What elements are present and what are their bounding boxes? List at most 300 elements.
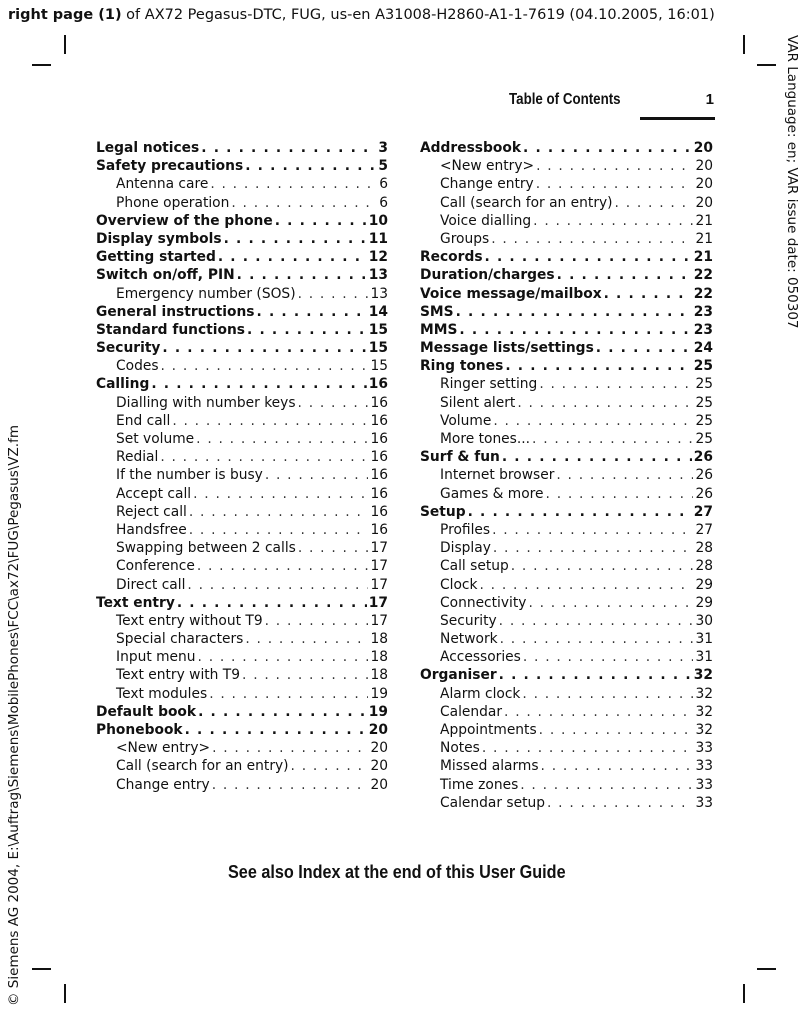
toc-entry-page: 16 xyxy=(370,467,388,484)
toc-leader-dots xyxy=(231,194,377,212)
toc-entry-page: 29 xyxy=(695,594,713,611)
toc-leader-dots xyxy=(504,703,693,721)
toc-entry-page: 22 xyxy=(693,267,713,284)
toc-leader-dots xyxy=(210,175,377,193)
toc-entry-title: General instructions xyxy=(96,303,255,320)
toc-entry-title: Phonebook xyxy=(96,722,183,738)
toc-leader-dots xyxy=(493,412,693,430)
toc-entry-page: 15 xyxy=(368,340,388,357)
toc-entry[interactable] xyxy=(96,321,388,339)
toc-entry-title: Addressbook xyxy=(420,140,522,156)
toc-entry-page: 23 xyxy=(693,321,713,338)
toc-entry-title: Records xyxy=(420,249,483,266)
toc-entry-page: 16 xyxy=(370,394,388,411)
toc-entry-title: Accept call xyxy=(116,485,192,502)
toc-entry-page: 21 xyxy=(695,212,713,229)
toc-leader-dots xyxy=(499,666,692,684)
toc-entry-page: 10 xyxy=(368,212,388,229)
toc-leader-dots xyxy=(224,230,367,248)
crop-mark-bottom-right-h xyxy=(757,968,776,970)
toc-entry-title: Phone operation xyxy=(116,194,230,211)
crop-mark-top-left xyxy=(64,35,66,54)
toc-entry-title: Redial xyxy=(116,449,159,466)
toc-leader-dots xyxy=(536,157,693,175)
print-header-bold: right page (1) xyxy=(8,7,122,23)
toc-entry[interactable] xyxy=(420,557,713,575)
toc-entry-page: 31 xyxy=(695,649,713,666)
toc-entry-title: <New entry> xyxy=(440,158,535,175)
toc-leader-dots xyxy=(245,630,368,648)
toc-entry-page: 20 xyxy=(370,740,388,757)
toc-leader-dots xyxy=(151,375,366,393)
toc-entry[interactable] xyxy=(96,539,388,557)
toc-entry[interactable] xyxy=(420,248,713,266)
toc-entry[interactable] xyxy=(420,794,713,812)
toc-entry-page: 22 xyxy=(693,285,713,302)
toc-entry-page: 16 xyxy=(370,449,388,466)
toc-entry[interactable] xyxy=(96,576,388,594)
toc-entry-page: 21 xyxy=(695,230,713,247)
toc-entry[interactable] xyxy=(96,248,388,266)
toc-entry-title: Text entry xyxy=(96,594,175,611)
toc-entry-page: 13 xyxy=(370,285,388,302)
toc-entry[interactable] xyxy=(420,285,713,303)
toc-leader-dots xyxy=(541,757,694,775)
toc-entry[interactable] xyxy=(420,648,713,666)
toc-leader-dots xyxy=(197,557,369,575)
toc-entry-title: Conference xyxy=(116,558,195,575)
toc-entry-title: Call (search for an entry) xyxy=(440,194,613,211)
toc-entry-page: 32 xyxy=(695,703,713,720)
toc-entry[interactable] xyxy=(96,357,388,375)
toc-entry-page: 33 xyxy=(695,758,713,775)
toc-entry-title: Call (search for an entry) xyxy=(116,758,289,775)
toc-entry-page: 26 xyxy=(693,449,713,466)
toc-entry[interactable] xyxy=(420,212,713,230)
toc-entry-title: Legal notices xyxy=(96,140,200,156)
toc-entry-page: 33 xyxy=(695,776,713,793)
toc-leader-dots xyxy=(265,466,369,484)
toc-entry-title: Time zones xyxy=(440,776,519,793)
toc-leader-dots xyxy=(189,503,369,521)
crop-mark-bottom-left-h xyxy=(32,968,51,970)
toc-entry-title: If the number is busy xyxy=(116,467,263,484)
toc-entry-page: 33 xyxy=(695,794,713,811)
toc-entry[interactable] xyxy=(96,612,388,630)
toc-entry-title: Emergency number (SOS) xyxy=(116,285,296,302)
toc-leader-dots xyxy=(212,776,369,794)
toc-leader-dots xyxy=(242,666,368,684)
toc-entry-title: Voice dialling xyxy=(440,212,532,229)
toc-entry[interactable] xyxy=(420,576,713,594)
toc-entry-page: 24 xyxy=(693,340,713,357)
toc-entry[interactable] xyxy=(96,703,388,721)
header-rule xyxy=(640,117,715,120)
toc-entry-page: 27 xyxy=(695,521,713,538)
print-header-line xyxy=(8,7,798,23)
toc-entry[interactable] xyxy=(96,212,388,230)
toc-entry[interactable] xyxy=(96,303,388,321)
toc-entry-page: 31 xyxy=(695,631,713,648)
toc-entry[interactable] xyxy=(96,230,388,248)
toc-entry[interactable] xyxy=(96,448,388,466)
toc-entry[interactable] xyxy=(96,175,388,193)
toc-entry[interactable] xyxy=(96,430,388,448)
toc-entry-title: Alarm clock xyxy=(440,685,521,702)
toc-leader-dots xyxy=(482,739,694,757)
toc-entry[interactable] xyxy=(420,612,713,630)
toc-leader-dots xyxy=(257,303,367,321)
toc-entry[interactable] xyxy=(96,721,388,739)
toc-leader-dots xyxy=(532,430,693,448)
toc-entry[interactable] xyxy=(420,757,713,775)
toc-entry[interactable] xyxy=(420,357,713,375)
toc-entry[interactable] xyxy=(420,175,713,193)
toc-entry-page: 17 xyxy=(370,612,388,629)
toc-entry[interactable] xyxy=(420,630,713,648)
toc-leader-dots xyxy=(247,321,367,339)
toc-entry[interactable] xyxy=(96,594,388,612)
toc-entry[interactable] xyxy=(96,503,388,521)
toc-entry-page: 33 xyxy=(695,740,713,757)
toc-leader-dots xyxy=(160,448,368,466)
toc-entry[interactable] xyxy=(420,703,713,721)
toc-entry[interactable] xyxy=(420,394,713,412)
toc-entry[interactable] xyxy=(420,321,713,339)
toc-leader-dots xyxy=(193,485,368,503)
toc-entry[interactable] xyxy=(96,521,388,539)
toc-entry[interactable] xyxy=(96,776,388,794)
toc-leader-dots xyxy=(245,157,376,175)
toc-entry-page: 16 xyxy=(370,412,388,429)
toc-entry-title: Message lists/settings xyxy=(420,340,594,357)
toc-entry[interactable] xyxy=(420,539,713,557)
toc-entry-title: Setup xyxy=(420,503,466,520)
toc-entry-page: 25 xyxy=(695,431,713,447)
toc-entry-title: Profiles xyxy=(440,521,491,538)
toc-entry[interactable] xyxy=(420,375,713,393)
toc-entry-title: SMS xyxy=(420,303,454,320)
toc-entry-title: Direct call xyxy=(116,576,186,593)
toc-entry[interactable] xyxy=(96,630,388,648)
toc-entry-page: 14 xyxy=(368,303,388,320)
toc-entry-page: 19 xyxy=(370,685,388,702)
toc-entry-title: Switch on/off, PIN xyxy=(96,267,235,284)
toc-entry[interactable] xyxy=(420,430,713,448)
toc-entry-title: Voice message/mailbox xyxy=(420,285,602,302)
toc-leader-dots xyxy=(517,394,693,412)
toc-entry-title: MMS xyxy=(420,321,458,338)
toc-entry-title: Change entry xyxy=(440,176,534,193)
toc-entry-page: 18 xyxy=(370,649,388,666)
toc-leader-dots xyxy=(161,357,369,375)
toc-entry-page: 30 xyxy=(695,612,713,629)
toc-entry[interactable] xyxy=(420,448,713,466)
toc-entry[interactable] xyxy=(420,412,713,430)
toc-entry[interactable] xyxy=(96,266,388,284)
toc-entry-page: 20 xyxy=(370,776,388,793)
toc-leader-dots xyxy=(615,194,694,212)
toc-leader-dots xyxy=(500,630,694,648)
toc-leader-dots xyxy=(502,448,692,466)
toc-entry-page: 32 xyxy=(695,722,713,738)
toc-entry-page: 20 xyxy=(695,176,713,193)
toc-entry-title: Volume xyxy=(440,412,492,429)
toc-entry[interactable] xyxy=(420,157,713,175)
toc-entry-title: Games & more xyxy=(440,485,544,502)
toc-entry-title: Change entry xyxy=(116,776,210,793)
toc-entry-title: Duration/charges xyxy=(420,267,555,284)
toc-entry-page: 25 xyxy=(693,358,713,375)
toc-entry[interactable] xyxy=(96,666,388,684)
side-text-right: VAR Language: en; VAR issue date: 050307 xyxy=(784,35,800,329)
toc-entry-page: 16 xyxy=(370,521,388,538)
toc-leader-dots xyxy=(187,576,368,594)
toc-entry-title: Network xyxy=(440,631,498,648)
toc-entry-page: 11 xyxy=(368,230,388,247)
toc-entry-title: Special characters xyxy=(116,631,244,648)
toc-entry[interactable] xyxy=(420,739,713,757)
toc-entry-title: Handsfree xyxy=(116,521,187,538)
toc-leader-dots xyxy=(499,612,694,630)
toc-leader-dots xyxy=(505,357,691,375)
toc-entry-title: Swapping between 2 calls xyxy=(116,540,296,557)
toc-entry-page: 28 xyxy=(695,540,713,557)
toc-entry-page: 16 xyxy=(370,503,388,520)
toc-entry-page: 18 xyxy=(370,631,388,648)
toc-entry[interactable] xyxy=(96,157,388,175)
toc-leader-dots xyxy=(198,703,367,721)
toc-entry[interactable] xyxy=(96,394,388,412)
page-title: Table of Contents xyxy=(509,91,621,108)
toc-entry-page: 18 xyxy=(370,667,388,684)
toc-leader-dots xyxy=(557,266,692,284)
toc-entry-title: Call setup xyxy=(440,558,509,575)
side-text-left: © Siemens AG 2004, E:\Auftrag\Siemens\MobilePhones\FCC\ax72\FUG\Pegasus\VZ.fm xyxy=(6,425,22,1006)
toc-entry-title: Ringer setting xyxy=(440,376,538,393)
crop-mark-bottom-right xyxy=(743,984,745,1003)
toc-entry[interactable] xyxy=(420,485,713,503)
toc-leader-dots xyxy=(485,248,692,266)
toc-leader-dots xyxy=(298,285,369,303)
toc-leader-dots xyxy=(298,394,369,412)
toc-entry-title: Silent alert xyxy=(440,394,516,411)
toc-entry-title: Groups xyxy=(440,230,490,247)
toc-entry-page: 13 xyxy=(368,267,388,284)
toc-entry-page: 16 xyxy=(370,485,388,502)
toc-leader-dots xyxy=(291,757,369,775)
toc-entry-page: 17 xyxy=(370,576,388,593)
toc-leader-dots xyxy=(536,175,694,193)
toc-leader-dots xyxy=(479,576,693,594)
toc-entry-page: 16 xyxy=(368,376,388,393)
toc-entry-title: Internet browser xyxy=(440,467,555,484)
toc-leader-dots xyxy=(596,339,692,357)
toc-entry-title: Text entry with T9 xyxy=(116,667,241,684)
toc-leader-dots xyxy=(198,648,369,666)
toc-entry[interactable] xyxy=(420,776,713,794)
crop-mark-top-right-h xyxy=(757,64,776,66)
toc-leader-dots xyxy=(172,412,368,430)
toc-entry[interactable] xyxy=(96,375,388,393)
toc-leader-dots xyxy=(237,266,367,284)
toc-entry-title: Text modules xyxy=(116,685,208,702)
toc-entry-title: Set volume xyxy=(116,431,195,447)
toc-leader-dots xyxy=(556,466,693,484)
toc-entry[interactable] xyxy=(420,339,713,357)
page-number: 1 xyxy=(705,91,714,108)
toc-entry-page: 6 xyxy=(379,176,388,193)
toc-entry-page: 3 xyxy=(378,140,388,156)
toc-leader-dots xyxy=(604,285,692,303)
toc-leader-dots xyxy=(522,685,693,703)
toc-entry[interactable] xyxy=(96,412,388,430)
toc-entry-page: 23 xyxy=(693,303,713,320)
toc-leader-dots xyxy=(539,721,694,739)
toc-entry[interactable] xyxy=(420,466,713,484)
toc-entry-page: 5 xyxy=(378,158,388,175)
toc-entry-title: Security xyxy=(440,612,497,629)
toc-entry[interactable] xyxy=(96,557,388,575)
toc-entry-page: 17 xyxy=(368,594,388,611)
toc-entry[interactable] xyxy=(420,721,713,739)
toc-entry-page: 6 xyxy=(379,194,388,211)
toc-entry-page: 29 xyxy=(695,576,713,593)
toc-entry-page: 25 xyxy=(695,394,713,411)
toc-entry-page: 20 xyxy=(693,140,713,156)
toc-entry-page: 32 xyxy=(695,685,713,702)
toc-entry-page: 20 xyxy=(370,758,388,775)
toc-entry-title: Input menu xyxy=(116,649,196,666)
toc-leader-dots xyxy=(456,303,692,321)
toc-entry-title: Connectivity xyxy=(440,594,527,611)
toc-entry-title: Calling xyxy=(96,376,150,393)
toc-entry[interactable] xyxy=(420,594,713,612)
toc-leader-dots xyxy=(523,648,694,666)
toc-entry-page: 12 xyxy=(368,249,388,266)
toc-entry-page: 19 xyxy=(368,703,388,720)
toc-entry[interactable] xyxy=(420,266,713,284)
toc-leader-dots xyxy=(547,794,693,812)
toc-entry-title: <New entry> xyxy=(116,740,211,757)
crop-mark-top-right xyxy=(743,35,745,54)
toc-entry-title: Display xyxy=(440,540,491,557)
toc-entry-page: 16 xyxy=(370,431,388,447)
toc-entry[interactable] xyxy=(420,230,713,248)
toc-leader-dots xyxy=(298,539,369,557)
toc-entry-title: Default book xyxy=(96,703,197,720)
toc-entry-page: 20 xyxy=(695,158,713,175)
toc-entry[interactable] xyxy=(420,503,713,521)
toc-leader-dots xyxy=(491,230,693,248)
toc-entry-title: More tones... xyxy=(440,431,531,447)
toc-entry-title: Overview of the phone xyxy=(96,212,273,229)
toc-entry[interactable] xyxy=(96,485,388,503)
toc-entry[interactable] xyxy=(420,666,713,684)
toc-entry-title: Dialling with number keys xyxy=(116,394,296,411)
toc-entry-title: Notes xyxy=(440,740,480,757)
toc-entry-page: 25 xyxy=(695,376,713,393)
toc-leader-dots xyxy=(177,594,367,612)
toc-column-left xyxy=(96,139,388,794)
toc-entry[interactable] xyxy=(420,194,713,212)
toc-leader-dots xyxy=(511,557,694,575)
toc-entry-title: Text entry without T9 xyxy=(116,612,263,629)
toc-leader-dots xyxy=(275,212,367,230)
toc-entry-title: Codes xyxy=(116,358,159,375)
toc-entry-title: Missed alarms xyxy=(440,758,539,775)
toc-leader-dots xyxy=(493,539,694,557)
toc-entry[interactable] xyxy=(96,285,388,303)
toc-entry[interactable] xyxy=(96,139,388,157)
toc-entry[interactable] xyxy=(96,339,388,357)
crop-mark-bottom-left xyxy=(64,984,66,1003)
toc-entry-page: 15 xyxy=(368,321,388,338)
toc-entry[interactable] xyxy=(96,194,388,212)
toc-entry[interactable] xyxy=(96,466,388,484)
toc-entry-page: 20 xyxy=(695,194,713,211)
toc-leader-dots xyxy=(212,739,368,757)
toc-leader-dots xyxy=(185,721,367,739)
toc-entry-title: Reject call xyxy=(116,503,187,520)
toc-leader-dots xyxy=(201,139,376,157)
toc-entry[interactable] xyxy=(420,139,713,157)
toc-entry-title: Clock xyxy=(440,576,478,593)
toc-leader-dots xyxy=(533,212,693,230)
toc-entry-title: Accessories xyxy=(440,649,521,666)
toc-entry-page: 26 xyxy=(695,467,713,484)
toc-leader-dots xyxy=(189,521,369,539)
toc-leader-dots xyxy=(209,685,368,703)
toc-leader-dots xyxy=(539,375,693,393)
toc-entry-title: Safety precautions xyxy=(96,158,244,175)
toc-entry-page: 26 xyxy=(695,485,713,502)
toc-leader-dots xyxy=(520,776,693,794)
toc-leader-dots xyxy=(546,485,694,503)
toc-entry-title: Display symbols xyxy=(96,230,222,247)
toc-entry-page: 20 xyxy=(368,722,388,738)
toc-entry-title: Calendar setup xyxy=(440,794,546,811)
toc-entry-title: End call xyxy=(116,412,171,429)
toc-entry-title: Organiser xyxy=(420,667,497,684)
toc-entry[interactable] xyxy=(96,739,388,757)
toc-entry[interactable] xyxy=(96,757,388,775)
toc-entry-page: 25 xyxy=(695,412,713,429)
toc-leader-dots xyxy=(468,503,692,521)
toc-entry-title: Antenna care xyxy=(116,176,209,193)
toc-entry[interactable] xyxy=(420,521,713,539)
toc-leader-dots xyxy=(218,248,367,266)
toc-leader-dots xyxy=(162,339,366,357)
toc-column-right xyxy=(420,139,713,812)
toc-entry-page: 17 xyxy=(370,540,388,557)
toc-entry[interactable] xyxy=(420,303,713,321)
toc-entry-page: 15 xyxy=(370,358,388,375)
index-note: See also Index at the end of this User Guide xyxy=(228,862,566,882)
toc-leader-dots xyxy=(196,430,368,448)
toc-leader-dots xyxy=(523,139,692,157)
toc-leader-dots xyxy=(492,521,693,539)
toc-entry-title: Security xyxy=(96,340,161,357)
toc-entry[interactable] xyxy=(96,648,388,666)
toc-entry-page: 17 xyxy=(370,558,388,575)
toc-entry-page: 27 xyxy=(693,503,713,520)
toc-entry-title: Ring tones xyxy=(420,358,504,375)
toc-entry[interactable] xyxy=(420,685,713,703)
toc-entry-title: Calendar xyxy=(440,703,503,720)
toc-entry[interactable] xyxy=(96,685,388,703)
toc-entry-title: Appointments xyxy=(440,722,537,738)
